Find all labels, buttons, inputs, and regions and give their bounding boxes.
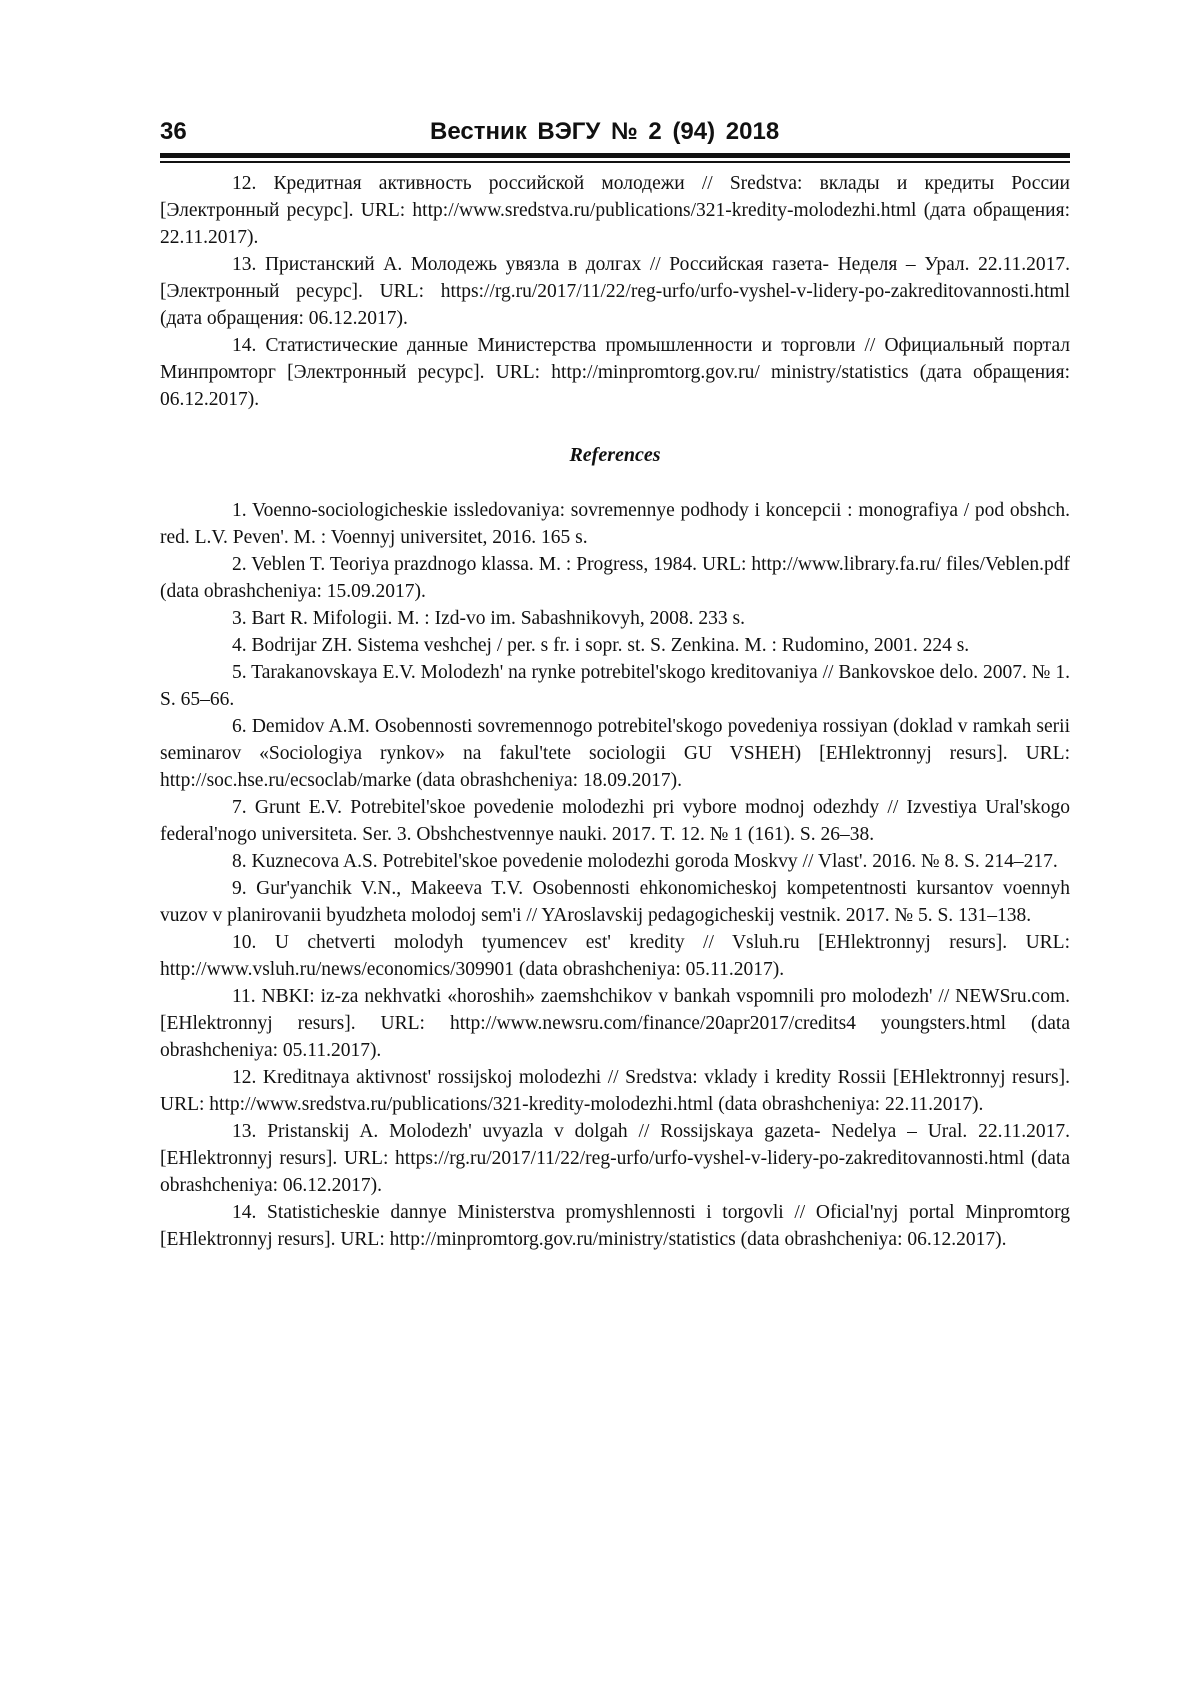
page-content: [160, 170, 1070, 1253]
reference-item: 5. Tarakanovskaya E.V. Molodezh' na rynke potrebitel'skogo kreditovaniya // Bankovskoe delo. 2007. № 1. S. 65–66.: [160, 662, 1070, 710]
reference-item: 6. Demidov A.M. Osobennosti sovremennogo potrebitel'skogo povedeniya rossiyan (doklad v ramkah serii seminarov «Sociologiya rynkov» na fakul'tete sociologii GU VSHEH) [EHlektronnyj resurs]. URL: http://soc.hse.ru/ecsoclab/marke (data obrashcheniya: 18.09.2017).: [160, 716, 1070, 791]
references-heading: References: [569, 444, 661, 466]
header-rule-thick: [160, 153, 1070, 158]
reference-item: 12. Kreditnaya aktivnost' rossijskoj molodezhi // Sredstva: vklady i kredity Rossii [EHlektronnyj resurs]. URL: http://www.sredstva.ru/publications/321-kredity-molodezhi.html (data obrashcheniya: 22.11.2017).: [160, 1067, 1070, 1115]
reference-item: 2. Veblen T. Teoriya prazdnogo klassa. M. : Progress, 1984. URL: http://www.library.fa.ru/ files/Veblen.pdf (data obrashcheniya: 15.09.2017).: [160, 554, 1070, 602]
reference-item: 14. Statisticheskie dannye Ministerstva promyshlennosti i torgovli // Oficial'nyj portal Minpromtorg [EHlektronnyj resurs]. URL: http://minpromtorg.gov.ru/ministry/statistics (data obrashcheniya: 06.12.2017).: [160, 1202, 1070, 1250]
reference-item: 3. Bart R. Mifologii. M. : Izd-vo im. Sabashnikovyh, 2008. 233 s.: [232, 608, 745, 629]
reference-item: 8. Kuznecova A.S. Potrebitel'skoe povedenie molodezhi goroda Moskvy // Vlast'. 2016. № 8. S. 214–217.: [232, 851, 1058, 872]
reference-item: 4. Bodrijar ZH. Sistema veshchej / per. s fr. i sopr. st. S. Zenkina. M. : Rudomino, 2001. 224 s.: [232, 635, 970, 656]
page-header: [160, 112, 1070, 152]
reference-item: 11. NBKI: iz-za nekhvatki «horoshih» zaemshchikov v bankah vspomnili pro molodezh' // NEWSru.com. [EHlektronnyj resurs]. URL: http://www.newsru.com/finance/20apr2017/credits4 youngsters.html (data obrashcheniya: 05.11.2017).: [160, 986, 1070, 1061]
russian-reference-item: 12. Кредитная активность российской молодежи // Sredstva: вклады и кредиты России [Электронный ресурс]. URL: http://www.sredstva.ru/publications/321-kredity-molodezhi.html (дата обращения: 22.11.2017).: [160, 173, 1070, 248]
reference-item: 7. Grunt E.V. Potrebitel'skoe povedenie molodezhi pri vybore modnoj odezhdy // Izvestiya Ural'skogo federal'nogo universiteta. Ser. 3. Obshchestvennye nauki. 2017. T. 12. № 1 (161). S. 26–38.: [160, 797, 1070, 845]
reference-item: 10. U chetverti molodyh tyumencev est' kredity // Vsluh.ru [EHlektronnyj resurs]. URL: http://www.vsluh.ru/news/economics/309901 (data obrashcheniya: 05.11.2017).: [160, 932, 1070, 980]
reference-item: 13. Pristanskij A. Molodezh' uvyazla v dolgah // Rossijskaya gazeta- Nedelya – Ural. 22.11.2017. [EHlektronnyj resurs]. URL: https://rg.ru/2017/11/22/reg-urfo/urfo-vyshel-v-lidery-po-zakreditovannosti.html (data obrashcheniya: 06.12.2017).: [160, 1121, 1070, 1196]
page-number: 36: [160, 118, 187, 145]
reference-item: 9. Gur'yanchik V.N., Makeeva T.V. Osobennosti ehkonomicheskoj kompetentnosti kursantov voennyh vuzov v planirovanii byudzheta molodoj sem'i // YAroslavskij pedagogicheskij vestnik. 2017. № 5. S. 131–138.: [160, 878, 1070, 926]
header-rule-thin: [160, 161, 1070, 163]
reference-item: 1. Voenno-sociologicheskie issledovaniya: sovremennye podhody i koncepcii : monografiya / pod obshch. red. L.V. Peven'. M. : Voennyj universitet, 2016. 165 s.: [160, 500, 1070, 548]
russian-reference-item: 13. Пристанский А. Молодежь увязла в долгах // Российская газета- Неделя – Урал. 22.11.2017. [Электронный ресурс]. URL: https://rg.ru/2017/11/22/reg-urfo/urfo-vyshel-v-lidery-po-zakreditovannosti.html (дата обращения: 06.12.2017).: [160, 254, 1070, 329]
journal-title: Вестник ВЭГУ № 2 (94) 2018: [430, 118, 780, 145]
russian-reference-item: 14. Статистические данные Министерства промышленности и торговли // Официальный портал Минпромторг [Электронный ресурс]. URL: http://minpromtorg.gov.ru/ ministry/statistics (дата обращения: 06.12.2017).: [160, 335, 1070, 410]
